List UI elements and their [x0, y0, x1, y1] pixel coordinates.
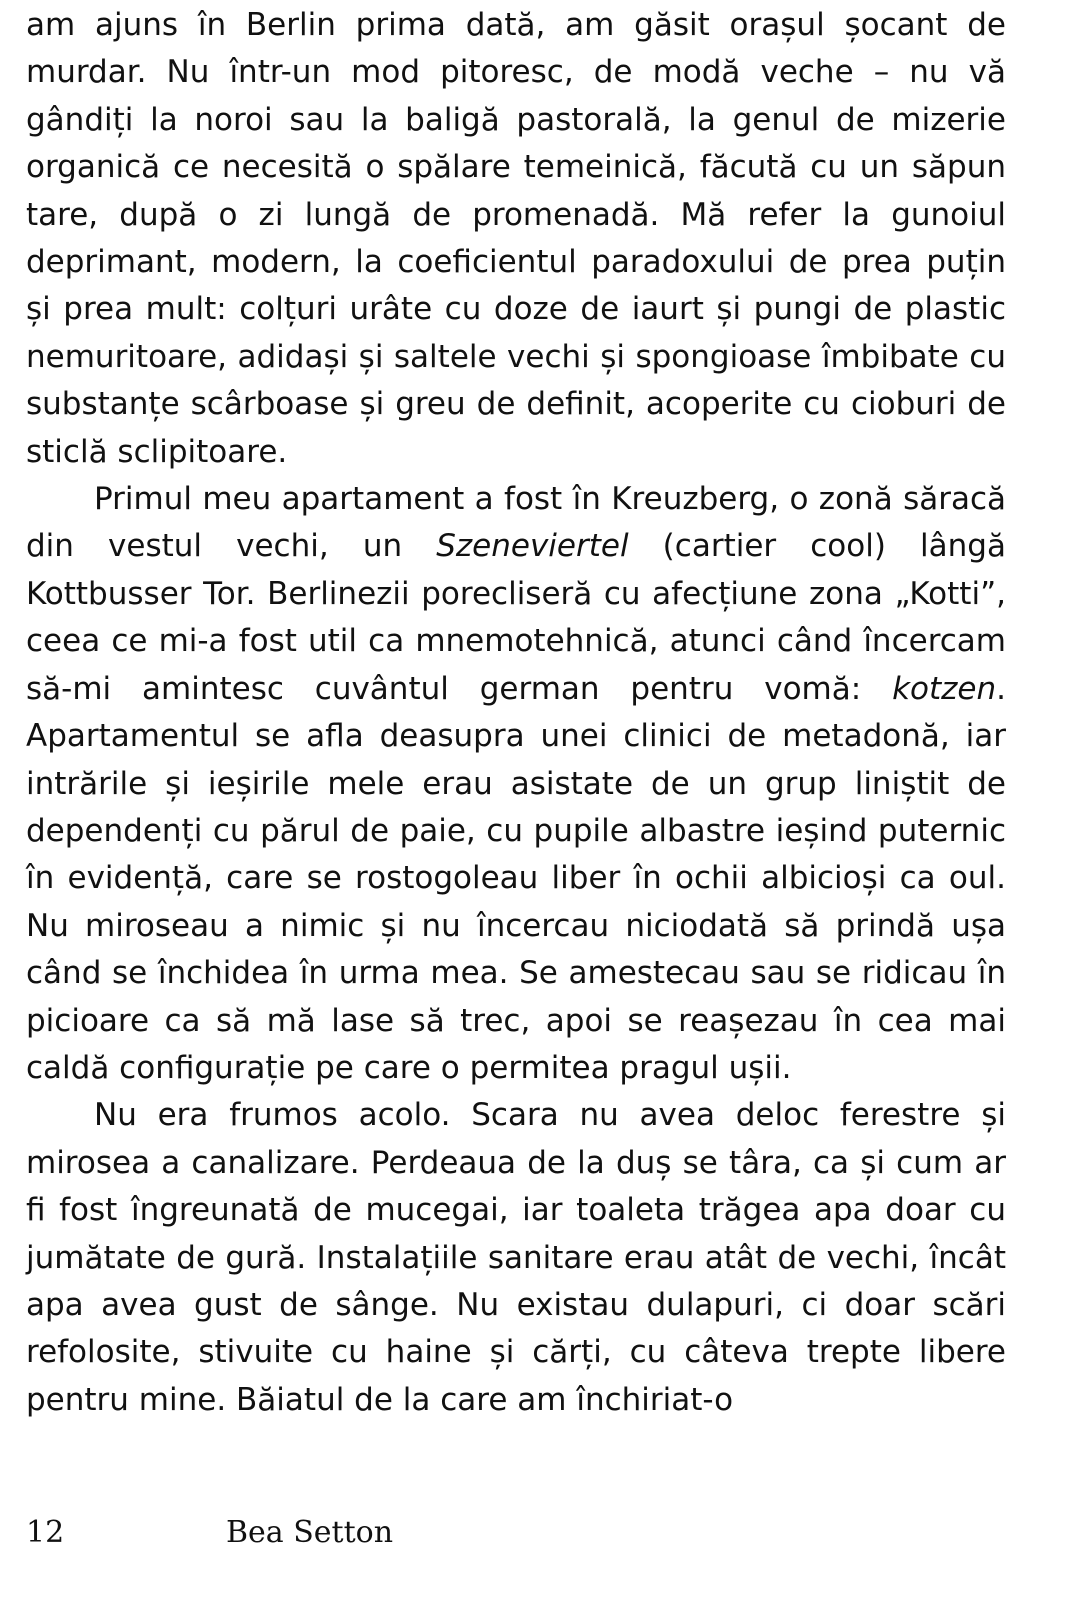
paragraph-2-text-a: Primul meu apartament a fost în Kreuzberg, o zonă săracă din vestul vechi, un: [26, 481, 1006, 565]
paragraph-3-text: Nu era frumos acolo. Scara nu avea deloc ferestre și mirosea a canalizare. Perdeaua de la duș se târa, ca și cum ar fi fost îngreunată de mucegai, iar toaleta trăgea apa doar cu jumătate de gură. Instalațiile sanitare erau atât de vechi, încât apa avea gust de sânge. Nu existau dulapuri, ci doar scări refolosite, stivuite cu haine și cărți, cu câteva trepte libere pentru mine. Băiatul de la care am închiriat-o: [26, 1097, 1006, 1418]
paragraph-1-text: am ajuns în Berlin prima dată, am găsit orașul șocant de murdar. Nu într-un mod pitoresc, de modă veche – nu vă gândiți la noroi sau la baligă pastorală, la genul de mizerie organică ce necesită o spălare temeinică, făcută cu un săpun tare, după o zi lungă de promenadă. Mă refer la gunoiul deprimant, modern, la coeficientul paradoxului de prea puțin și prea mult: colțuri urâte cu doze de iaurt și pungi de plastic nemuritoare, adidași și saltele vechi și spongioase îmbibate cu substanțe scârboase și greu de definit, acoperite cu cioburi de sticlă sclipitoare.: [26, 7, 1006, 470]
paragraph-2: [26, 476, 1006, 1092]
running-head-author: Bea Setton: [226, 1515, 394, 1550]
italic-term-kotzen: kotzen: [892, 670, 997, 707]
paragraph-2-text-c: . Apartamentul se afla deasupra unei clinici de metadonă, iar intrările și ieșirile mele erau asistate de un grup liniștit de dependenți cu părul de paie, cu pupile albastre ieșind puternic în evidență, care se rostogoleau liber în ochii albicioși ca oul. Nu miroseau a nimic și nu încercau niciodată să prindă ușa când se închidea în urma mea. Se amestecau sau se ridicau în picioare ca să mă lase să trec, apoi se reașezau în cea mai caldă configurație pe care o permitea pragul ușii.: [26, 670, 1006, 1086]
page-footer: [26, 1515, 626, 1565]
paragraph-3: [26, 1092, 1006, 1424]
paragraph-2-text-b: (cartier cool) lângă Kottbusser Tor. Berlinezii porecliseră cu afecțiune zona „Kotti”, ceea ce mi-a fost util ca mnemotehnică, atunci când încercam să-mi amintesc cuvântul german pentru vomă:: [26, 528, 1006, 707]
italic-term-szeneviertel: Szeneviertel: [436, 528, 629, 565]
page-number: 12: [26, 1515, 65, 1550]
paragraph-1: [26, 2, 1006, 476]
body-text: [26, 2, 1006, 1424]
